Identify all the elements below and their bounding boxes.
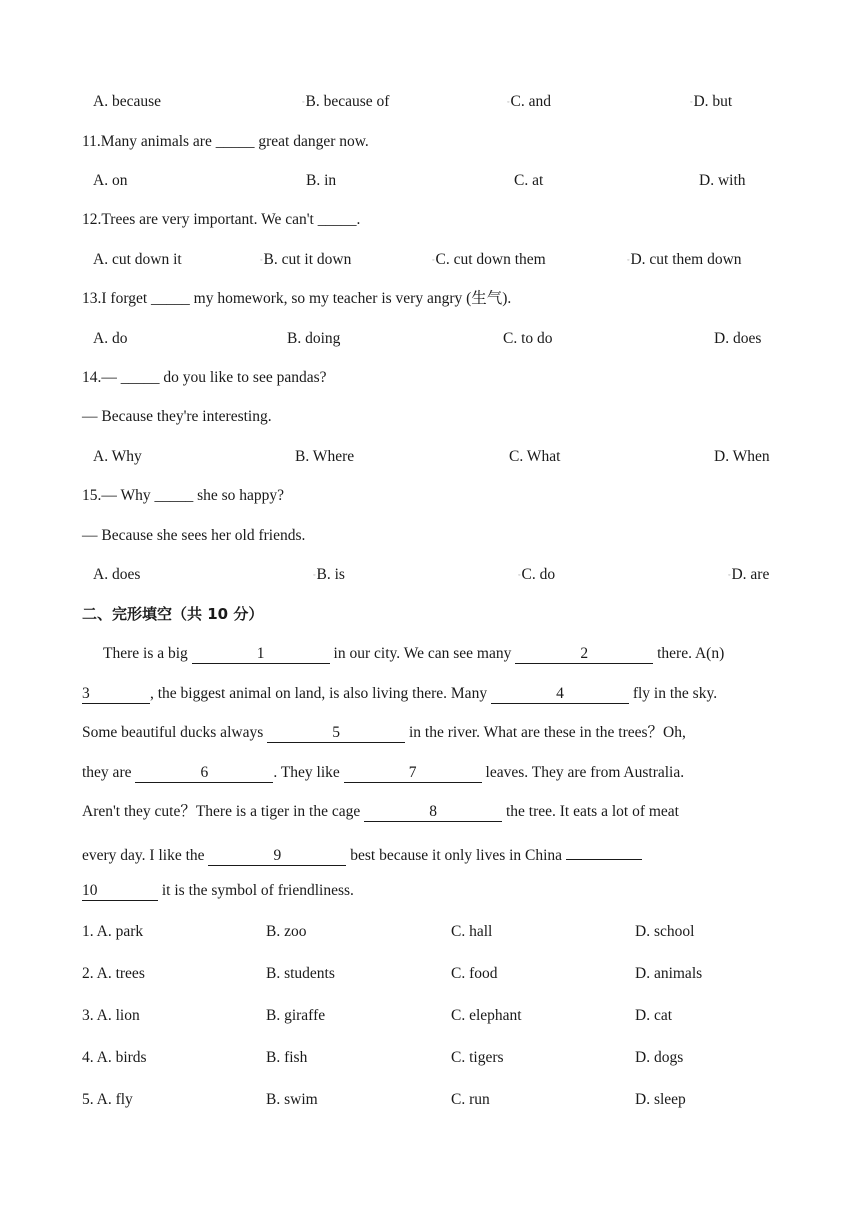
cloze-options-5 xyxy=(0,1090,860,1110)
cloze-2-option-c: C. food xyxy=(451,965,498,982)
cloze-4-option-b: B. fish xyxy=(266,1049,308,1066)
cloze-1-option-b: B. zoo xyxy=(266,923,307,940)
option-marker-icon: ◦ xyxy=(507,98,510,107)
passage-line-7: 10 it is the symbol of friendliness. xyxy=(82,882,354,899)
q10-option-c: ◦C. and xyxy=(507,93,551,110)
q12-stem: 12.Trees are very important. We can't _____. xyxy=(82,211,361,228)
q13-options xyxy=(0,329,860,349)
cloze-3-option-c: C. elephant xyxy=(451,1007,522,1024)
q14-reply: — Because they're interesting. xyxy=(82,408,272,425)
q15-reply: — Because she sees her old friends. xyxy=(82,527,306,544)
passage-line-3: Some beautiful ducks always 5 in the river. What are these in the trees？Oh, xyxy=(82,724,686,741)
blank-4: 4 xyxy=(491,686,629,704)
cloze-options-4 xyxy=(0,1048,860,1068)
q15-stem: 15.— Why _____ she so happy? xyxy=(82,487,285,504)
blank-8: 8 xyxy=(364,804,502,822)
blank-5: 5 xyxy=(267,725,405,743)
blank-10-lead xyxy=(566,842,642,860)
cloze-2-option-b: B. students xyxy=(266,965,335,982)
option-marker-icon: ◦ xyxy=(432,256,435,265)
q15-options xyxy=(0,565,860,585)
cloze-4-option-d: D. dogs xyxy=(635,1049,684,1066)
q11-option-c: C. at xyxy=(514,172,544,189)
q14-option-d: D. When xyxy=(714,448,770,465)
q14-options xyxy=(0,447,860,467)
q11-stem: 11.Many animals are _____ great danger now. xyxy=(82,133,369,150)
q13-option-c: C. to do xyxy=(503,330,553,347)
cloze-1-option-d: D. school xyxy=(635,923,695,940)
cloze-5-option-d: D. sleep xyxy=(635,1091,686,1108)
option-marker-icon: ◦ xyxy=(728,571,731,580)
blank-6: 6 xyxy=(135,765,273,783)
blank-7: 7 xyxy=(344,765,482,783)
q11-options xyxy=(0,171,860,191)
cloze-options-1 xyxy=(0,922,860,942)
cloze-options-2 xyxy=(0,964,860,984)
q15-option-c: ◦C. do xyxy=(518,566,556,583)
cloze-2-option-d: D. animals xyxy=(635,965,703,982)
blank-1: 1 xyxy=(192,646,330,664)
option-marker-icon: ◦ xyxy=(627,256,630,265)
cloze-3-option-b: B. giraffe xyxy=(266,1007,326,1024)
q13-option-b: B. doing xyxy=(287,330,341,347)
option-marker-icon: ◦ xyxy=(690,98,693,107)
blank-10: 10 xyxy=(82,883,158,901)
q12-option-b: ◦B. cut it down xyxy=(260,251,352,268)
q12-options xyxy=(0,250,860,270)
q11-option-a: A. on xyxy=(93,172,128,189)
blank-2: 2 xyxy=(515,646,653,664)
q12-option-d: ◦D. cut them down xyxy=(627,251,742,268)
option-marker-icon: ◦ xyxy=(302,98,305,107)
passage-line-1: There is a big 1 in our city. We can see many 2 there. A(n) xyxy=(103,645,725,662)
option-marker-icon: ◦ xyxy=(518,571,521,580)
blank-9: 9 xyxy=(208,848,346,866)
cloze-3-option-a: 3. A. lion xyxy=(82,1007,140,1024)
q10-options xyxy=(0,92,860,112)
cloze-1-option-c: C. hall xyxy=(451,923,493,940)
q11-option-d: D. with xyxy=(699,172,746,189)
q12-option-c: ◦C. cut down them xyxy=(432,251,546,268)
passage-line-4: they are 6 . They like 7 leaves. They are from Australia. xyxy=(82,764,685,781)
q15-option-b: ◦B. is xyxy=(313,566,345,583)
blank-3: 3 xyxy=(82,686,150,704)
q13-option-a: A. do xyxy=(93,330,128,347)
passage-line-5: Aren't they cute？There is a tiger in the cage 8 the tree. It eats a lot of meat xyxy=(82,803,679,820)
q14-option-b: B. Where xyxy=(295,448,355,465)
passage-line-6: every day. I like the 9 best because it only lives in China xyxy=(82,842,790,866)
q15-option-a: A. does xyxy=(93,566,141,583)
cloze-options-3 xyxy=(0,1006,860,1026)
q11-option-b: B. in xyxy=(306,172,337,189)
q13-stem: 13.I forget _____ my homework, so my teacher is very angry (生气). xyxy=(82,290,512,307)
cloze-5-option-b: B. swim xyxy=(266,1091,318,1108)
cloze-5-option-a: 5. A. fly xyxy=(82,1091,133,1108)
q14-stem: 14.— _____ do you like to see pandas? xyxy=(82,369,327,386)
q10-option-a: A. because xyxy=(93,93,161,110)
cloze-1-option-a: 1. A. park xyxy=(82,923,144,940)
cloze-4-option-c: C. tigers xyxy=(451,1049,504,1066)
q15-option-d: ◦D. are xyxy=(728,566,770,583)
cloze-2-option-a: 2. A. trees xyxy=(82,965,145,982)
q10-option-b: ◦B. because of xyxy=(302,93,390,110)
section-heading: 二、完形填空（共 10 分） xyxy=(82,605,264,623)
cloze-4-option-a: 4. A. birds xyxy=(82,1049,147,1066)
cloze-5-option-c: C. run xyxy=(451,1091,490,1108)
cloze-3-option-d: D. cat xyxy=(635,1007,673,1024)
q12-option-a: A. cut down it xyxy=(93,251,182,268)
q13-option-d: D. does xyxy=(714,330,762,347)
q14-option-c: C. What xyxy=(509,448,561,465)
q10-option-d: ◦D. but xyxy=(690,93,733,110)
option-marker-icon: ◦ xyxy=(260,256,263,265)
q14-option-a: A. Why xyxy=(93,448,142,465)
passage-line-2: 3 , the biggest animal on land, is also living there. Many 4 fly in the sky. xyxy=(82,685,718,702)
option-marker-icon: ◦ xyxy=(313,571,316,580)
